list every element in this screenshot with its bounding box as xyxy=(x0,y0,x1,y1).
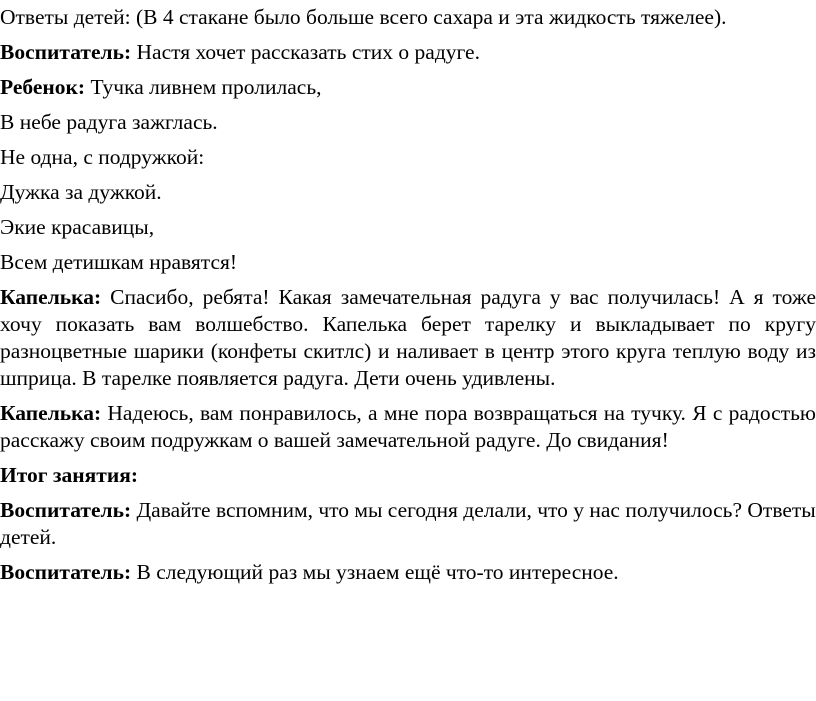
speaker-label: Воспитатель: xyxy=(0,40,132,64)
poem-line-4 xyxy=(0,179,816,206)
paragraph-text: В следующий раз мы узнаем ещё что-то интересное. xyxy=(131,560,619,584)
paragraph-teacher-1 xyxy=(0,39,816,66)
speaker-label: Воспитатель: xyxy=(0,498,132,522)
paragraph-child xyxy=(0,74,816,101)
paragraph-text: Спасибо, ребята! Какая замечательная радуга у вас получилась! А я тоже хочу показать вам волшебство. Капелька берет тарелку и выкладывает по кругу разноцветные шарики (конфеты скитлс) и наливает в центр этого круга теплую воду из шприца. В тарелке появляется радуга. Дети очень удивлены. xyxy=(0,285,816,390)
speaker-label: Воспитатель: xyxy=(0,560,132,584)
poem-line-2 xyxy=(0,109,816,136)
poem-line-5 xyxy=(0,214,816,241)
paragraph-text: Экие красавицы, xyxy=(0,215,155,239)
paragraph-answers xyxy=(0,4,816,31)
paragraph-text: Настя хочет рассказать стих о радуге. xyxy=(131,40,480,64)
paragraph-teacher-2 xyxy=(0,497,816,551)
paragraph-text: Всем детишкам нравятся! xyxy=(0,250,238,274)
paragraph-kapelka-1 xyxy=(0,284,816,392)
section-heading-summary xyxy=(0,462,816,489)
document-body xyxy=(0,4,816,594)
paragraph-text: Дужка за дужкой. xyxy=(0,180,162,204)
speaker-label: Капелька: xyxy=(0,285,102,309)
paragraph-kapelka-2 xyxy=(0,400,816,454)
paragraph-teacher-3 xyxy=(0,559,816,586)
poem-line-6 xyxy=(0,249,816,276)
speaker-label: Ребенок: xyxy=(0,75,86,99)
paragraph-text: Не одна, с подружкой: xyxy=(0,145,205,169)
paragraph-text: Тучка ливнем пролилась, xyxy=(85,75,322,99)
paragraph-text: Ответы детей: (В 4 стакане было больше всего сахара и эта жидкость тяжелее). xyxy=(0,5,727,29)
paragraph-text: Надеюсь, вам понравилось, а мне пора возвращаться на тучку. Я с радостью расскажу своим подружкам о вашей замечательной радуге. До свидания! xyxy=(0,401,816,452)
poem-line-3 xyxy=(0,144,816,171)
section-heading: Итог занятия: xyxy=(0,463,139,487)
paragraph-text: В небе радуга зажглась. xyxy=(0,110,218,134)
paragraph-text: Давайте вспомним, что мы сегодня делали, что у нас получилось? Ответы детей. xyxy=(0,498,816,549)
speaker-label: Капелька: xyxy=(0,401,102,425)
